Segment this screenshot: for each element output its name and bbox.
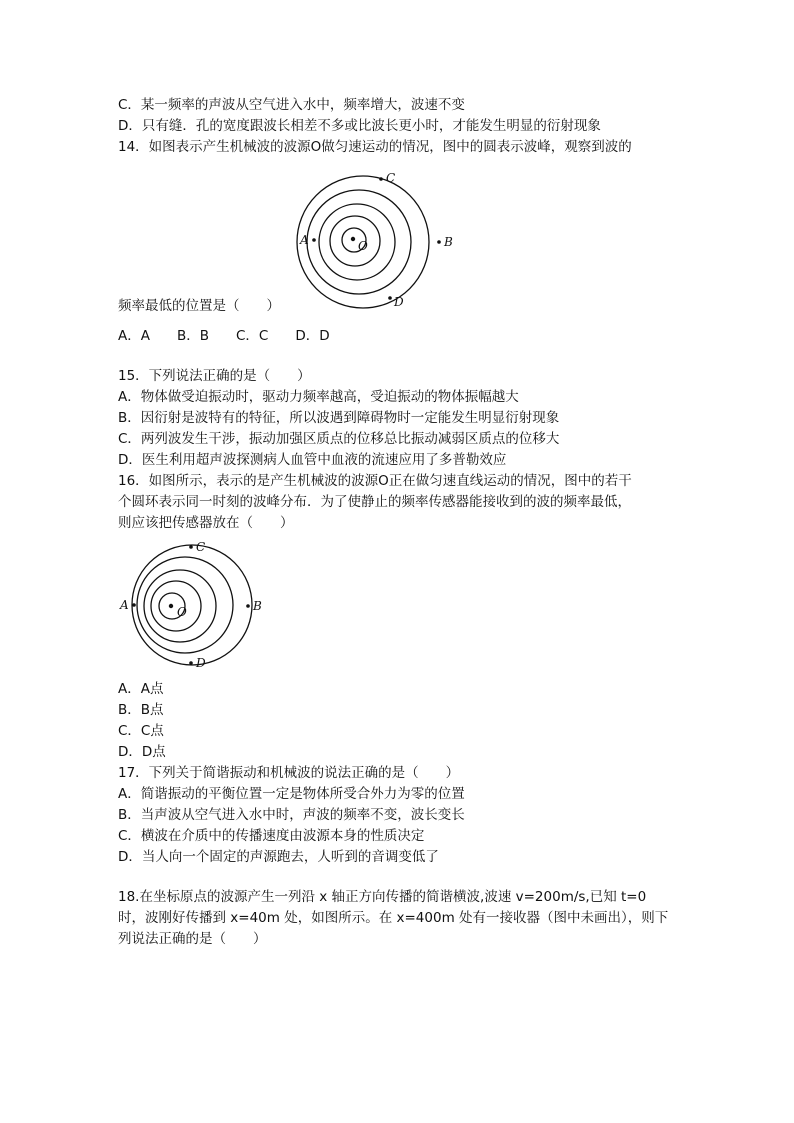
q17-option-b: B．当声波从空气进入水中时，声波的频率不变，波长变长 xyxy=(118,807,465,823)
q17-option-a: A．简谐振动的平衡位置一定是物体所受合外力为零的位置 xyxy=(118,786,465,802)
q14-figure xyxy=(296,166,466,311)
q13-option-d: D．只有缝．孔的宽度跟波长相差不多或比波长更小时，才能发生明显的衍射现象 xyxy=(118,118,601,134)
q15-option-d: D．医生利用超声波探测病人血管中血液的流速应用了多普勒效应 xyxy=(118,452,507,468)
point-b-dot xyxy=(246,604,250,608)
q16-stem-line2: 个圆环表示同一时刻的波峰分布．为了使静止的频率传感器能接收到的波的频率最低， xyxy=(118,494,631,510)
label-o: O xyxy=(177,605,187,619)
q15-option-a: A．物体做受迫振动时，驱动力频率越高，受迫振动的物体振幅越大 xyxy=(118,389,519,405)
point-d-dot xyxy=(388,296,392,300)
wave-crest-circle xyxy=(132,545,252,665)
label-c: C xyxy=(196,540,206,554)
q18-stem-line1: 18.在坐标原点的波源产生一列沿 x 轴正方向传播的简谐横波,波速 v=200m/s,已知 t=0 xyxy=(118,889,647,905)
label-d: D xyxy=(394,295,404,309)
q18-stem-line3: 列说法正确的是（ ） xyxy=(118,931,267,947)
q18-stem-line2: 时，波刚好传播到 x=40m 处，如图所示。在 x=400m 处有一接收器（图中未画出），则下 xyxy=(118,910,669,926)
q16-option-a: A．A点 xyxy=(118,681,164,697)
q16-figure xyxy=(114,536,284,674)
q15-option-c: C．两列波发生干涉，振动加强区质点的位移总比振动减弱区质点的位移大 xyxy=(118,431,560,447)
q15-stem: 15．下列说法正确的是（ ） xyxy=(118,368,311,384)
label-a: A xyxy=(120,598,129,612)
q17-option-c: C．横波在介质中的传播速度由波源本身的性质决定 xyxy=(118,828,425,844)
point-b-dot xyxy=(437,240,441,244)
q16-option-b: B．B点 xyxy=(118,702,164,718)
point-a-dot xyxy=(312,238,316,242)
q16-option-d: D．D点 xyxy=(118,744,166,760)
label-b: B xyxy=(444,235,453,249)
label-c: C xyxy=(386,171,396,185)
q13-option-c: C．某一频率的声波从空气进入水中，频率增大，波速不变 xyxy=(118,97,465,113)
label-d: D xyxy=(196,656,206,670)
q16-option-c: C．C点 xyxy=(118,723,164,739)
q17-stem: 17．下列关于简谐振动和机械波的说法正确的是（ ） xyxy=(118,765,460,781)
q17-option-d: D．当人向一个固定的声源跑去，人听到的音调变低了 xyxy=(118,849,439,865)
q15-option-b: B．因衍射是波特有的特征，所以波遇到障碍物时一定能发生明显衍射现象 xyxy=(118,410,560,426)
label-o: O xyxy=(358,239,368,253)
point-a-dot xyxy=(132,603,136,607)
point-d-dot xyxy=(189,661,193,665)
q14-stem-line1: 14．如图表示产生机械波的波源O做匀速运动的情况，图中的圆表示波峰，观察到波的 xyxy=(118,139,632,155)
label-b: B xyxy=(253,599,262,613)
q14-stem-line2: 频率最低的位置是（ ） xyxy=(118,298,280,314)
label-a: A xyxy=(300,233,309,247)
q14-options: A．A B．B C．C D．D xyxy=(118,328,330,344)
q16-stem-line3: 则应该把传感器放在（ ） xyxy=(118,515,294,531)
point-c-dot xyxy=(189,545,193,549)
point-c-dot xyxy=(379,177,383,181)
source-o-dot xyxy=(351,237,355,241)
source-o-dot xyxy=(169,604,173,608)
wave-crest-circle xyxy=(330,216,380,266)
q16-stem-line1: 16．如图所示，表示的是产生机械波的波源O正在做匀速直线运动的情况，图中的若干 xyxy=(118,473,632,489)
